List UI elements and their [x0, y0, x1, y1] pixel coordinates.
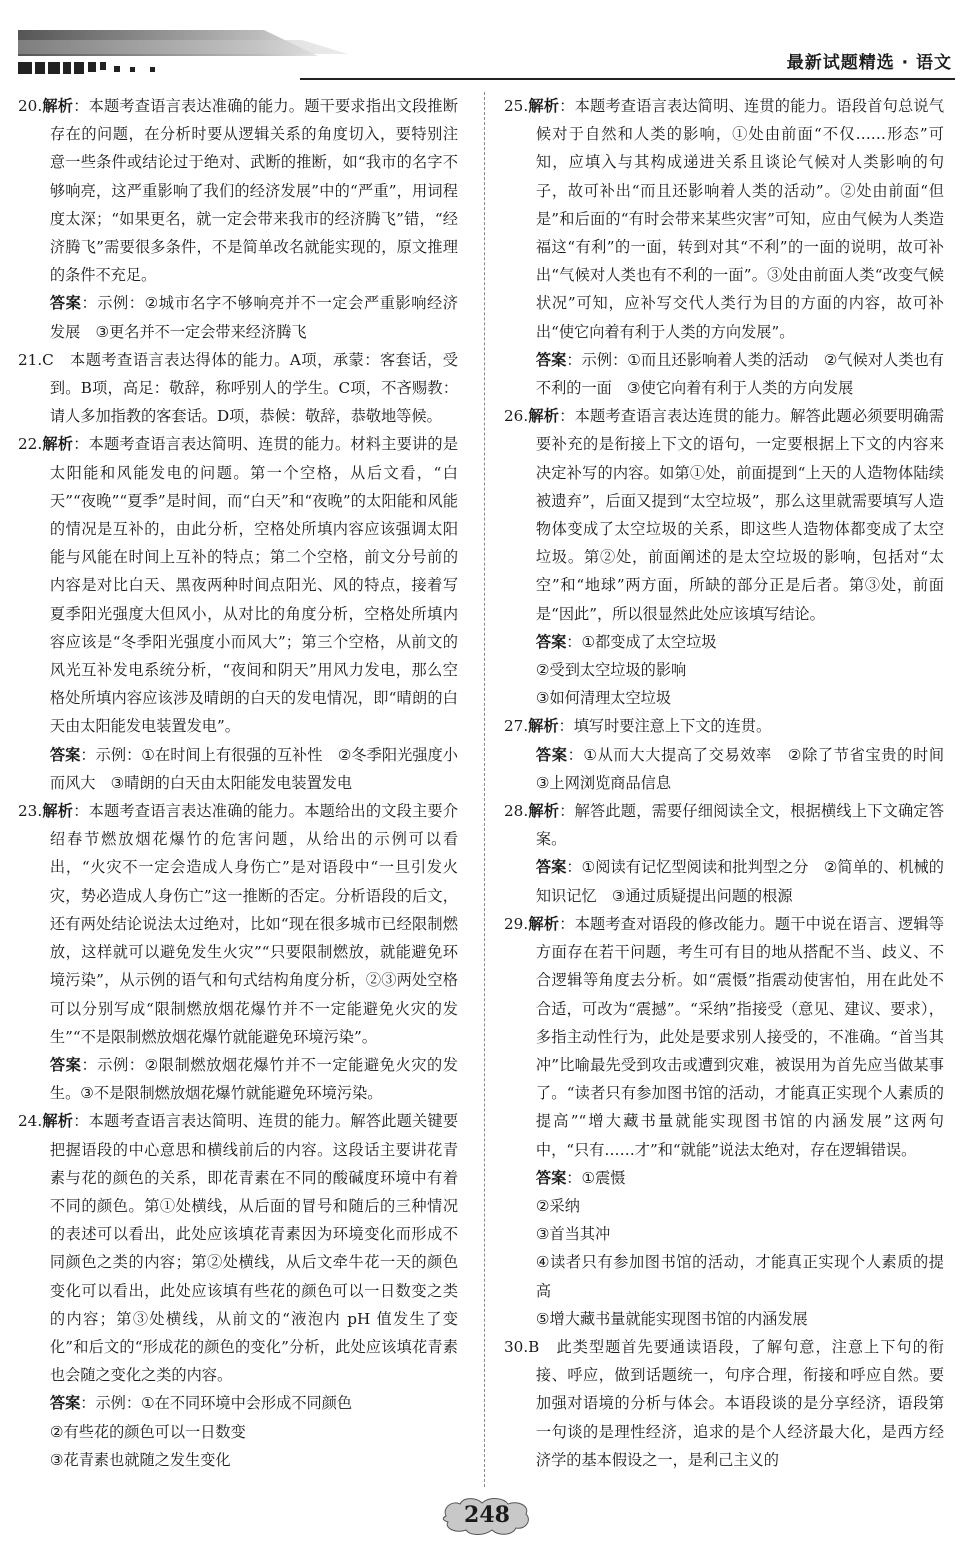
analysis-label: 解析 — [528, 97, 560, 115]
question-item — [504, 712, 960, 797]
answer-label: 答案 — [535, 745, 568, 764]
answer-line: ②采纳 — [535, 1196, 580, 1215]
column-divider — [484, 92, 485, 1487]
question-number: 25. — [504, 97, 529, 115]
question-item — [504, 92, 944, 402]
question-item — [504, 1333, 944, 1474]
answer-label: 答案 — [49, 1394, 81, 1413]
analysis-text: ：解答此题，需要仔细阅读全文，根据横线上下文确定答案。 — [535, 802, 945, 849]
question-item — [504, 797, 944, 910]
question-item — [504, 910, 944, 1333]
answer-line: ②受到太空垃圾的影响 — [535, 661, 687, 680]
answer — [504, 628, 944, 656]
question-item — [18, 92, 458, 346]
question-item — [18, 797, 458, 1107]
answer-line: ③如何清理太空垃圾 — [535, 689, 672, 708]
answer — [504, 346, 944, 402]
question-item — [18, 430, 458, 797]
analysis-label: 解析 — [528, 717, 559, 736]
answer-label: 答案 — [49, 294, 82, 313]
question-analysis — [18, 1107, 458, 1389]
question-analysis — [504, 712, 944, 740]
question-number: 23. — [18, 802, 43, 821]
answer-label: 答案 — [535, 1168, 567, 1187]
question-analysis — [18, 346, 458, 431]
answer-line: ③首当其冲 — [535, 1225, 611, 1244]
answer-line: ③花青素也就随之发生变化 — [49, 1450, 231, 1469]
question-analysis — [18, 430, 458, 740]
analysis-label: 解析 — [42, 97, 74, 115]
answer — [504, 853, 944, 909]
question-analysis — [504, 910, 944, 1164]
answer-text: ：①从而大大提高了交易效率 ②除了节省宝贵的时间 ③上网浏览商品信息 — [535, 745, 960, 792]
answer-text: ：示例：②城市名字不够响亮并不一定会严重影响经济发展 ③更名并不一定会带来经济腾飞 — [49, 294, 458, 341]
question-number: 28. — [504, 802, 529, 821]
answer — [18, 289, 458, 345]
analysis-text: C 本题考查语言表达得体的能力。A项，承蒙：客套话，受到。B项，高足：敬辞，称呼别人的学生。C项，不吝赐教：请人多加指教的客套话。D项，恭候：敬辞，恭敬地等候。 — [42, 350, 458, 426]
analysis-label: 解析 — [528, 802, 560, 821]
page-header — [0, 0, 974, 86]
analysis-label: 解析 — [528, 407, 560, 426]
answer-text: ：①都变成了太空垃圾 — [566, 632, 717, 651]
question-number: 21. — [18, 350, 43, 369]
question-analysis — [504, 92, 944, 346]
analysis-label: 解析 — [42, 802, 74, 821]
answer-label: 答案 — [535, 632, 567, 651]
answer — [18, 1389, 458, 1417]
answer — [504, 1164, 944, 1192]
answer-text: ：示例：①在不同环境中会形成不同颜色 — [80, 1394, 353, 1413]
header-rule — [300, 78, 955, 80]
page-number-badge — [440, 1494, 534, 1538]
page-number: 248 — [464, 1502, 510, 1528]
analysis-label: 解析 — [42, 435, 74, 454]
answer-text: ：①震慑 — [566, 1168, 626, 1187]
analysis-text: ：填写时要注意上下文的连贯。 — [558, 717, 772, 736]
question-number: 27. — [504, 717, 529, 736]
header-decoration-band-secondary — [18, 40, 348, 54]
right-column — [504, 92, 960, 1474]
question-analysis — [504, 1333, 944, 1474]
analysis-text: ：本题考查语言表达简明、连贯的能力。解答此题关键要把握语段的中心意思和横线前后的内容。这段话主要讲花青素与花的颜色的关系，即花青素在不同的酸碱度环境中有着不同的颜色。第①处横线，从后面的冒号和随后的三种情况的表述可以看出，此处应该填花青素因为环境变化而形成不同颜色之类的内容；第②处横线，从后文牵牛花一天的颜色变化可以看出，此处应该填有些花的颜色可以一日数变之类的内容；第③处横线，从前文的“液泡内 pH 值发生了变化”和后文的“形成花的颜色的变化”分析，此处应该填花青素也会随之变化之类的内容。 — [49, 1112, 459, 1385]
answer-line: ④读者只有参加图书馆的活动，才能真正实现个人素质的提高 — [535, 1253, 944, 1300]
answer-label: 答案 — [49, 1055, 82, 1074]
answer-label: 答案 — [49, 745, 81, 764]
answer-line: ⑤增大藏书量就能实现图书馆的内涵发展 — [535, 1309, 808, 1328]
question-item — [504, 402, 944, 712]
left-column — [18, 92, 458, 1474]
analysis-text: ：本题考查语言表达简明、连贯的能力。语段首句总说气候对于自然和人类的影响，①处由前面“不仅……形态”可知，应填入与其构成递进关系且谈论气候对人类影响的句子，故可补出“而且还影响着人类的活动”。②处由前面“但是”和后面的“有时会带来某些灾害”可知，应由气候为人类造福这“有利”的一面，转到对其“不利”的一面的说明，故可补出“气候对人类也有不利的一面”。③处由前面人类“改变气候状况”可知，应补写交代人类行为目的方面的内容，故可补出“使它向着有利于人类的方向发展”。 — [535, 97, 945, 341]
question-number: 26. — [504, 407, 529, 426]
answer — [504, 741, 960, 797]
answer-text: ：①阅读有记忆型阅读和批判型之分 ②简单的、机械的知识记忆 ③通过质疑提出问题的根源 — [535, 858, 944, 905]
question-number: 22. — [18, 435, 43, 454]
header-decoration-dots — [18, 62, 168, 76]
analysis-label: 解析 — [42, 1112, 74, 1131]
question-number: 24. — [18, 1112, 43, 1131]
analysis-text: ：本题考查语言表达准确的能力。题干要求指出文段推断存在的问题，在分析时要从逻辑关系的角度切入，要特别注意一些条件或结论过于绝对、武断的推断，如“我市的名字不够响亮，这严重影响了我们的经济发展”中的“严重”，用词程度太深；“如果更名，就一定会带来我市的经济腾飞”错，“经济腾飞”需要很多条件，不是简单改名就能实现的，原文推理的条件不充足。 — [49, 97, 459, 285]
analysis-text: B 此类型题首先要通读语段，了解句意，注意上下句的衔接、呼应，做到话题统一，句序合理，衔接和呼应自然。要加强对语境的分析与体会。本语段谈的是分享经济，语段第一句谈的是理性经济，追求的是个人经济最大化，是西方经济学的基本假设之一，是利己主义的 — [528, 1337, 944, 1469]
answer — [18, 741, 458, 797]
question-number: 30. — [504, 1337, 529, 1356]
question-number: 20. — [18, 97, 43, 115]
question-analysis — [18, 92, 458, 289]
header-title: 最新试题精选 · 语文 — [786, 53, 952, 73]
question-item — [18, 1107, 458, 1474]
question-analysis — [504, 797, 944, 853]
answer-text: ：示例：②限制燃放烟花爆竹并不一定能避免火灾的发生。③不是限制燃放烟花爆竹就能避免环境污染。 — [49, 1055, 458, 1103]
question-number: 29. — [504, 914, 529, 933]
answer-label: 答案 — [535, 350, 567, 369]
analysis-text: ：本题考查语言表达准确的能力。本题给出的文段主要介绍春节燃放烟花爆竹的危害问题，从给出的示例可以看出，“火灾不一定会造成人身伤亡”是对语段中“一旦引发火灾，势必造成人身伤亡”这一推断的否定。分析语段的后文，还有两处结论说法太过绝对，比如“现在很多城市已经限制燃放，这样就可以避免发生火灾”“只要限制燃放，就能避免环境污染”，从示例的语气和句式结构角度分析，②③两处空格可以分别写成“限制燃放烟花爆竹并不一定能避免火灾的发生”“不是限制燃放烟花爆竹就能避免环境污染”。 — [49, 802, 459, 1046]
question-analysis — [504, 402, 944, 628]
answer-text: ：示例：①而且还影响着人类的活动 ②气候对人类也有不利的一面 ③使它向着有利于人类的方向发展 — [535, 350, 944, 398]
answer-label: 答案 — [535, 858, 567, 877]
analysis-text: ：本题考查语言表达简明、连贯的能力。材料主要讲的是太阳能和风能发电的问题。第一个空格，从后文看，“白天”“夜晚”“夏季”是时间，而“白天”和“夜晚”的太阳能和风能的情况是互补的，由此分析，空格处所填内容应该强调太阳能与风能在时间上互补的特点；第二个空格，前文分号前的内容是对比白天、黑夜两种时间点阳光、风的特点，接着写夏季阳光强度大但风小，从对比的角度分析，空格处所填内容应该是“冬季阳光强度小而风大”；第三个空格，从前文的风光互补发电系统分析，“夜间和阴天”用风力发电，那么空格处所填内容应该涉及晴朗的白天的发电情况，即“晴朗的白天由太阳能发电装置发电”。 — [49, 435, 459, 736]
analysis-text: ：本题考查语言表达连贯的能力。解答此题必须要明确需要补充的是衔接上下文的语句，一定要根据上下文的内容来决定补写的内容。如第①处，前面提到“上天的人造物体陆续被遗弃”，后面又提到“太空垃圾”，那么这里就需要填写人造物体变成了太空垃圾的关系，即这些人造物体都变成了太空垃圾。第②处，前面阐述的是太空垃圾的影响，包括对“太空”和“地球”两方面，所缺的部分正是后者。第③处，前面是“因此”，所以很显然此处应该填写结论。 — [535, 407, 945, 623]
analysis-text: ：本题考查对语段的修改能力。题干中说在语言、逻辑等方面存在若干问题，考生可有目的地从搭配不当、歧义、不合逻辑等角度去分析。如“震慑”指震动使害怕，用在此处不合适，可改为“震撼”。“采纳”指接受（意见、建议、要求），多指主动性行为，此处是要求别人接受的，不准确。“首当其冲”比喻最先受到攻击或遭到灾难，被误用为首先应当做某事了。“读者只有参加图书馆的活动，才能真正实现个人素质的提高”“增大藏书量就能实现图书馆的内涵发展”这两句中，“只有……才”和“就能”说法太绝对，存在逻辑错误。 — [535, 914, 945, 1159]
answer-line: ②有些花的颜色可以一日数变 — [49, 1422, 246, 1441]
question-item — [18, 346, 458, 431]
analysis-label: 解析 — [528, 914, 560, 933]
question-analysis — [18, 797, 458, 1051]
answer-text: ：示例：①在时间上有很强的互补性 ②冬季阳光强度小而风大 ③晴朗的白天由太阳能发电装置发电 — [49, 745, 458, 792]
answer — [18, 1051, 458, 1107]
